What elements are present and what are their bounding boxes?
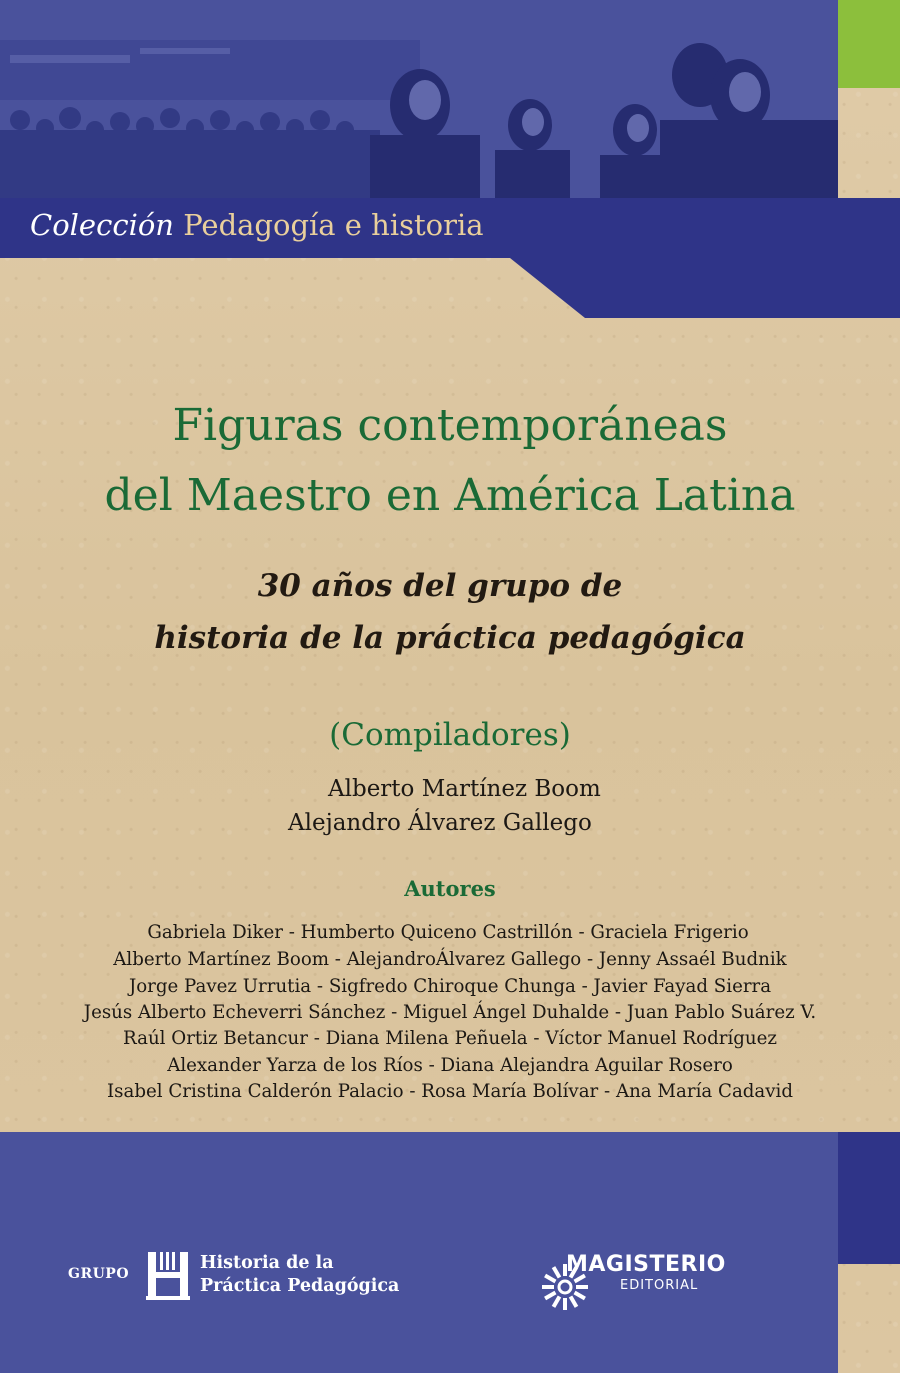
author-line: Alexander Yarza de los Ríos - Diana Alejandra Aguilar Rosero bbox=[167, 1055, 733, 1076]
collection-prefix: Colección bbox=[30, 208, 174, 242]
group-prefix: GRUPO bbox=[68, 1266, 130, 1282]
title-line-2: del Maestro en América Latina bbox=[104, 470, 796, 521]
group-name-line-2: Práctica Pedagógica bbox=[200, 1276, 400, 1296]
compilers-label: (Compiladores) bbox=[329, 717, 571, 753]
title-line-1: Figuras contemporáneas bbox=[172, 400, 728, 451]
bottom-dark-tab bbox=[838, 1132, 900, 1264]
author-line: Gabriela Diker - Humberto Quiceno Castrillón - Graciela Frigerio bbox=[147, 922, 749, 943]
author-line: Jorge Pavez Urrutia - Sigfredo Chiroque Chunga - Javier Fayad Sierra bbox=[128, 976, 772, 997]
authors-label: Autores bbox=[404, 876, 496, 901]
collection-label bbox=[30, 208, 484, 242]
group-name bbox=[200, 1252, 399, 1298]
hph-monogram-icon bbox=[146, 1250, 190, 1300]
subtitle-line-1: 30 años del grupo de bbox=[257, 568, 623, 604]
subtitle-line-2: historia de la práctica pedagógica bbox=[154, 620, 746, 656]
publisher-logo bbox=[540, 1252, 730, 1322]
author-line: Jesús Alberto Echeverri Sánchez - Miguel Ángel Duhalde - Juan Pablo Suárez V. bbox=[83, 1002, 817, 1023]
compiler-name-2: Alejandro Álvarez Gallego bbox=[288, 810, 592, 836]
group-name-line-1: Historia de la bbox=[200, 1253, 334, 1273]
author-line: Alberto Martínez Boom - AlejandroÁlvarez Gallego - Jenny Assaél Budnik bbox=[113, 949, 787, 970]
compiler-name-1: Alberto Martínez Boom bbox=[328, 776, 601, 802]
publisher-sub: EDITORIAL bbox=[620, 1278, 699, 1293]
author-line: Isabel Cristina Calderón Palacio - Rosa María Bolívar - Ana María Cadavid bbox=[106, 1081, 794, 1102]
publisher-name: MAGISTERIO bbox=[566, 1252, 726, 1277]
collection-band bbox=[0, 0, 900, 330]
collection-name: Pedagogía e historia bbox=[183, 208, 484, 242]
author-line: Raúl Ortiz Betancur - Diana Milena Peñuela - Víctor Manuel Rodríguez bbox=[123, 1028, 777, 1049]
